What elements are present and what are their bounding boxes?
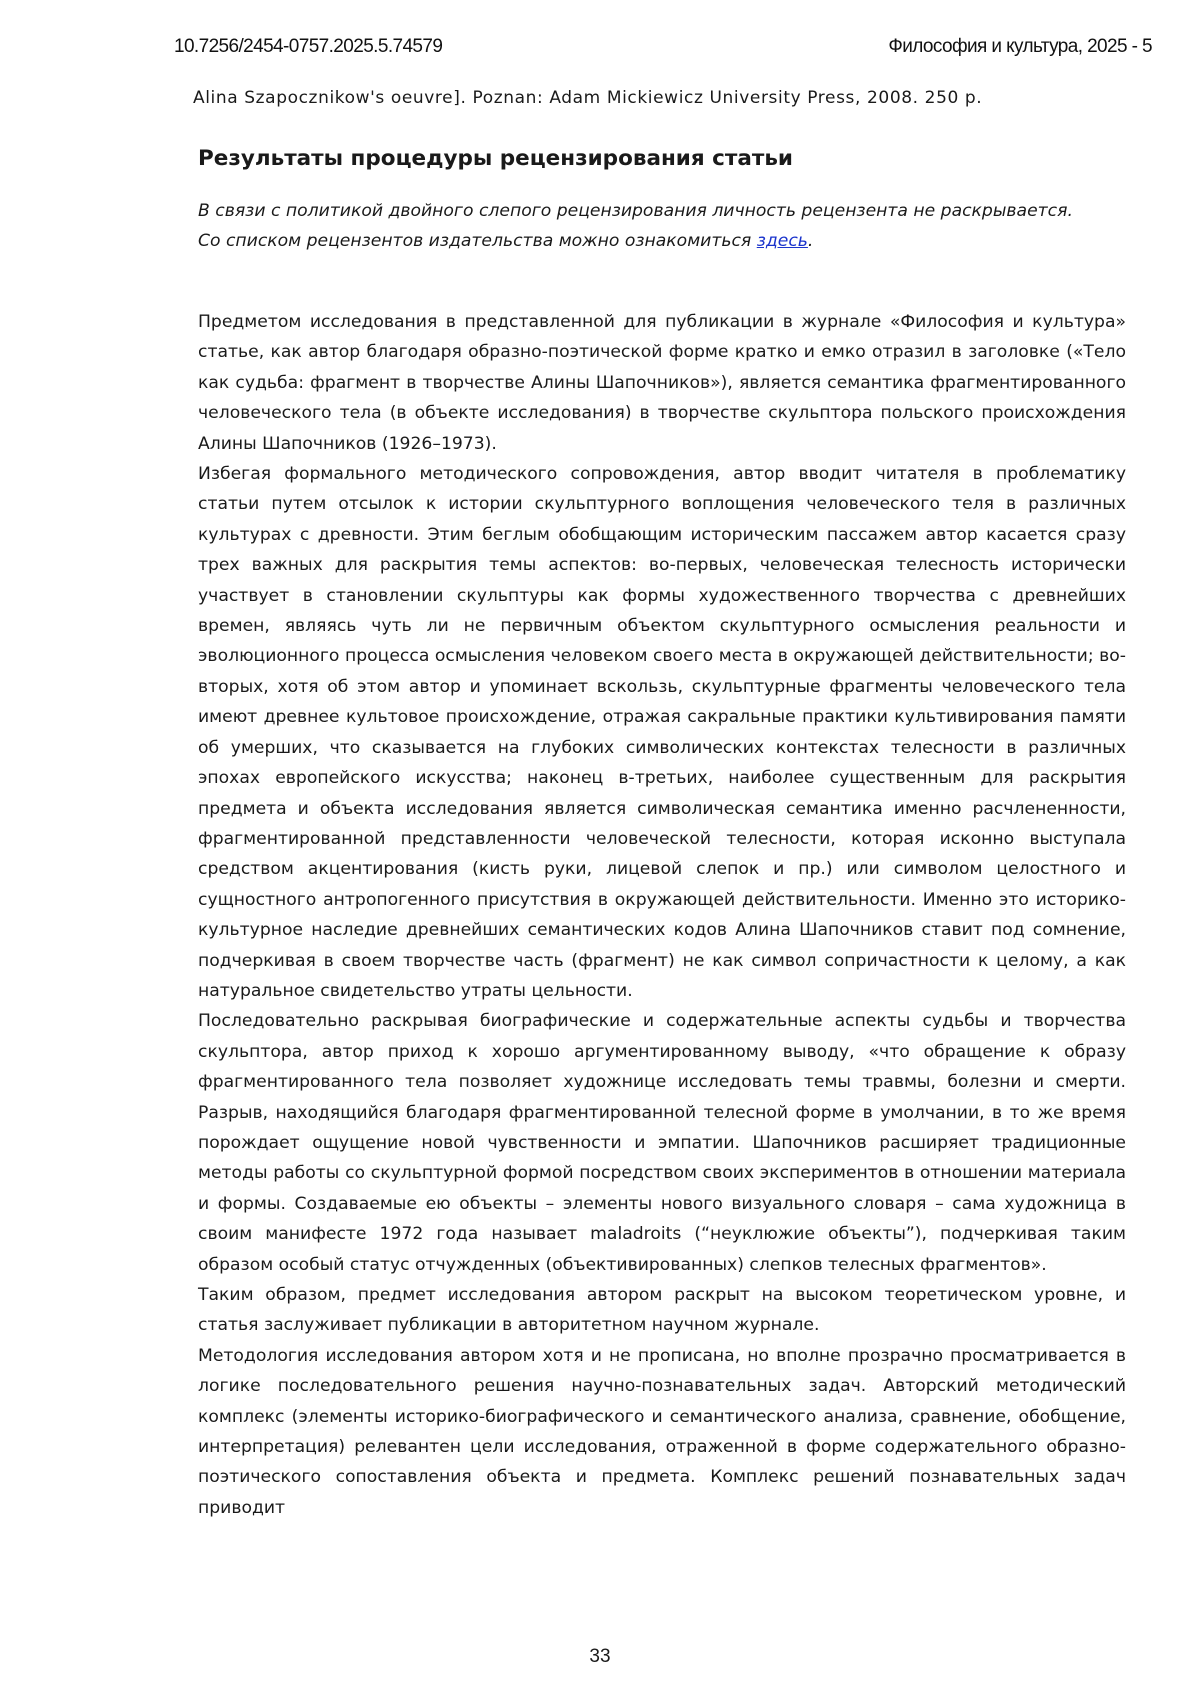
- section-heading: Результаты процедуры рецензирования статьи: [198, 146, 793, 171]
- running-header: [174, 36, 1152, 62]
- reviewer-list-period: .: [807, 231, 814, 251]
- review-paragraph: Избегая формального методического сопровождения, автор вводит читателя в проблематику статьи путем отсылок к истории скульптурного воплощения человеческого теля в различных культурах с древности. Этим беглым обобщающим историческим пассажем автор касается сразу трех важных для раскрытия темы аспектов: во-первых, человеческая телесность исторически участвует в становлении скульптуры как формы художественного творчества с древнейших времен, являясь чуть ли не первичным объектом скульптурного осмысления реальности и эволюционного процесса осмысления человеком своего места в окружающей действительности; во-вторых, хотя об этом автор и упоминает вскользь, скульптурные фрагменты человеческого тела имеют древнее культовое происхождение, отражая сакральные практики культивирования памяти об умерших, что сказывается на глубоких символических контекстах телесности в различных эпохах европейского искусства; наконец в-третьих, наиболее существенным для раскрытия предмета и объекта исследования является символическая семантика именно расчлененности, фрагментированной представленности человеческой телесности, которая исконно выступала средством акцентирования (кисть руки, лицевой слепок и пр.) или символом целостного и сущностного антропогенного присутствия в окружающей действительности. Именно это историко-культурное наследие древнейших семантических кодов Алина Шапочников ставит под сомнение, подчеркивая в своем творчестве часть (фрагмент) не как символ сопричастности к целому, а как натуральное свидетельство утраты цельности.: [198, 464, 1126, 1001]
- review-paragraph: Методология исследования автором хотя и не прописана, но вполне прозрачно просматривается в логике последовательного решения научно-познавательных задач. Авторский методический комплекс (элементы историко-биографического и семантического анализа, сравнение, обобщение, интерпретация) релевантен цели исследования, отраженной в форме содержательного образно-поэтического сопоставления объекта и предмета. Комплекс решений познавательных задач приводит: [198, 1345, 1126, 1518]
- page-number: 33: [589, 1646, 611, 1667]
- blind-review-note: В связи с политикой двойного слепого рецензирования личность рецензента не раскрывается.: [198, 201, 1073, 221]
- reference-tail: Alina Szapocznikow's oeuvre]. Poznan: Adam Mickiewicz University Press, 2008. 250 p.: [193, 88, 983, 108]
- review-body: [198, 307, 1126, 1523]
- review-note: [198, 196, 1126, 256]
- reviewer-list-text: Со списком рецензентов издательства можно ознакомиться: [198, 231, 757, 251]
- review-paragraph: Таким образом, предмет исследования автором раскрыт на высоком теоретическом уровне, и статья заслуживает публикации в авторитетном научном журнале.: [198, 1285, 1126, 1336]
- doi-text: 10.7256/2454-0757.2025.5.74579: [174, 36, 443, 57]
- reviewer-list-note: [198, 226, 1126, 256]
- reviewer-list-link[interactable]: здесь: [756, 231, 808, 251]
- review-paragraph: Предметом исследования в представленной для публикации в журнале «Философия и культура» статье, как автор благодаря образно-поэтической форме кратко и емко отразил в заголовке («Тело как судьба: фрагмент в творчестве Алины Шапочников»), является семантика фрагментированного человеческого тела (в объекте исследования) в творчестве скульптора польского происхождения Алины Шапочников (1926–1973).: [198, 312, 1126, 454]
- journal-issue: Философия и культура, 2025 - 5: [888, 36, 1152, 57]
- review-paragraph: Последовательно раскрывая биографические и содержательные аспекты судьбы и творчества скульптора, автор приход к хорошо аргументированному выводу, «что обращение к образу фрагментированного тела позволяет художнице исследовать темы травмы, болезни и смерти. Разрыв, находящийся благодаря фрагментированной телесной форме в умолчании, в то же время порождает ощущение новой чувственности и эмпатии. Шапочников расширяет традиционные методы работы со скульптурной формой посредством своих экспериментов в отношении материала и формы. Создаваемые ею объекты – элементы нового визуального словаря – сама художница в своим манифесте 1972 года называет maladroits (“неуклюжие объекты”), подчеркивая таким образом особый статус отчужденных (объективированных) слепков телесных фрагментов».: [198, 1011, 1126, 1275]
